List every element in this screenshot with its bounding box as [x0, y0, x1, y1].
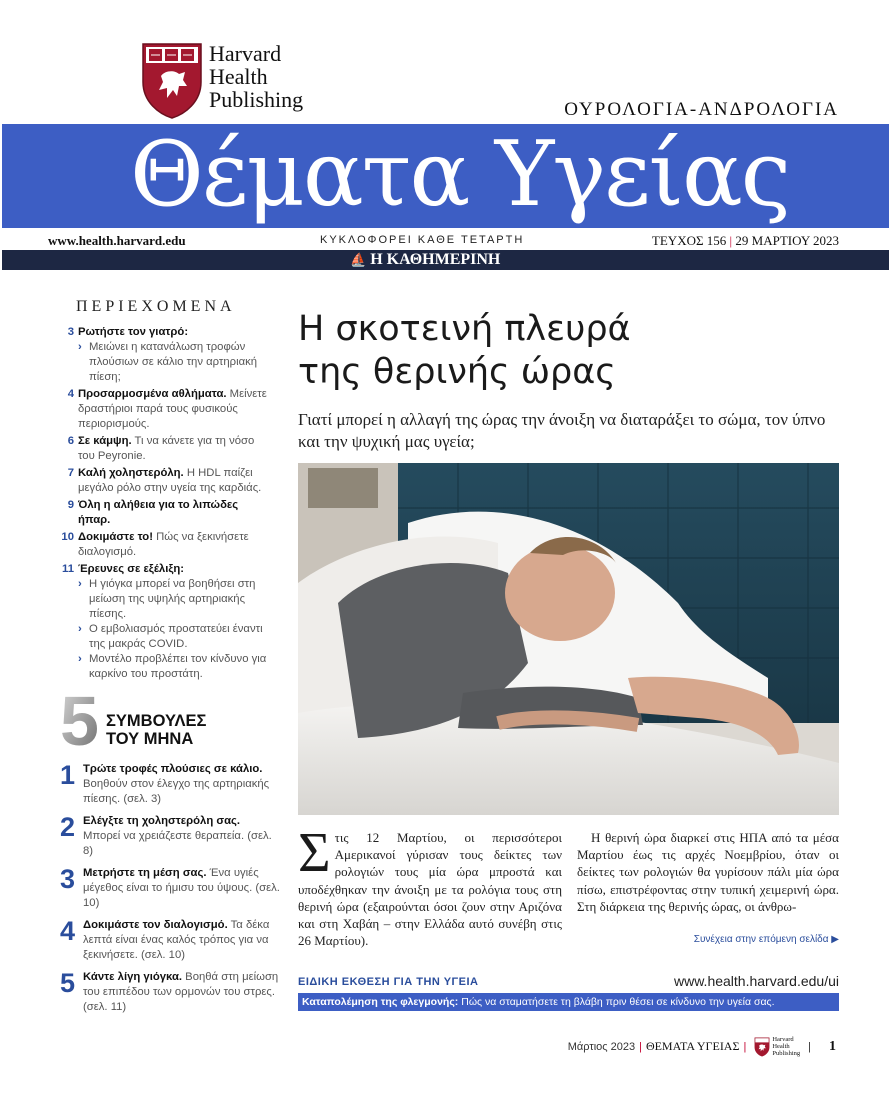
toc-title: ΠΕΡΙΕΧΟΜΕΝΑ [76, 298, 236, 315]
footer-logo: Harvard Health Publishing [754, 1036, 800, 1057]
toc-subitem: › Μειώνει η κατανάλωση τροφών πλούσιων σε κάλιο την αρτηριακή πίεση; [78, 341, 258, 383]
tip-heading: Τρώτε τροφές πλούσιες σε κάλιο. [83, 763, 263, 775]
toc-description: Μείνετε δραστήριοι παρά τους φυσικούς περιορισμούς. [78, 388, 267, 430]
toc-subitem: › Η γιόγκα μπορεί να βοηθήσει στη μείωση της υψηλής αρτηριακής πίεσης. [78, 578, 256, 620]
toc-heading: Προσαρμοσμένα αθλήματα. [78, 388, 227, 400]
toc-item[interactable] [60, 434, 270, 464]
special-report-url[interactable]: www.health.harvard.edu/ui [674, 973, 839, 989]
article-photo-man-sleeping [298, 463, 839, 815]
tip-description: Τα δέκα λεπτά είναι ένας καλός τρόπος για να ξεκινήσετε. (σελ. 10) [83, 919, 270, 961]
footer-magazine: ΘΕΜΑΤΑ ΥΓΕΙΑΣ [645, 1039, 740, 1053]
toc-item[interactable] [60, 530, 270, 560]
chevron-right-icon: › [78, 623, 82, 635]
divider: | [743, 1040, 747, 1053]
tips-list [60, 762, 280, 1022]
tip-description: Βοηθούν στον έλεγχο της αρτηριακής πίεσης. (σελ. 3) [83, 778, 270, 805]
tip-description: Μπορεί να χρειάζεστε θεραπεία. (σελ. 8) [83, 830, 272, 857]
chevron-right-icon: › [78, 653, 82, 665]
toc-subitem: › Μοντέλο προβλέπει τον κίνδυνο για καρκίνο του προστάτη. [78, 653, 267, 680]
ship-icon: ⛵ [350, 252, 367, 267]
divider: | [639, 1040, 642, 1053]
toc-item[interactable] [60, 387, 270, 432]
divider: | [808, 1040, 811, 1053]
harvard-shield-icon [754, 1037, 770, 1057]
toc-item[interactable] [60, 325, 270, 385]
toc-heading: Σε κάμψη. [78, 435, 132, 447]
tip-item [60, 814, 280, 859]
article-headline: Η σκοτεινή πλευρά της θερινής ώρας [298, 309, 631, 392]
drop-cap: Σ [298, 822, 331, 884]
article-column-2: Η θερινή ώρα διαρκεί στις ΗΠΑ από τα μέσα Μαρτίου έως τις αρχές Νοεμβρίου, όταν οι δείκτες των ρολογιών θα γυρίσουν πάλι μία ώρα πίσω, επιστρέφοντας στην τυπική χειμερινή ώρα. Στη διάρκεια της θερινής ώρας, οι άνθρω- [577, 830, 839, 914]
toc-page-number: 9 [67, 499, 74, 511]
toc-item[interactable] [60, 466, 270, 496]
tip-description: Ένα υγιές μέγεθος είναι το ήμισυ του ύψους. (σελ. 10) [83, 867, 280, 909]
svg-text:5: 5 [60, 690, 99, 748]
chevron-right-icon: › [78, 341, 82, 353]
tip-item [60, 866, 280, 911]
sleeping-man-illustration [298, 463, 839, 815]
logo-line: Publishing [209, 87, 304, 112]
big-number-five [60, 690, 112, 748]
toc-page-number: 11 [62, 563, 74, 575]
toc-item[interactable] [60, 498, 270, 528]
tips-title: ΣΥΜΒΟΥΛΕΣ ΤΟΥ ΜΗΝΑ [106, 712, 207, 748]
toc-page-number: 3 [67, 326, 74, 338]
footer-date: Μάρτιος 2023 [567, 1040, 636, 1053]
page-number: 1 [829, 1038, 836, 1054]
tip-number: 4 [60, 916, 76, 946]
toc-heading: Δοκιμάστε το! [78, 531, 153, 543]
toc-page-number: 10 [61, 531, 74, 543]
chevron-right-icon: › [78, 578, 82, 590]
masthead-subrow [2, 228, 889, 250]
special-report-label: ΕΙΔΙΚΗ ΕΚΘΕΣΗ ΓΙΑ ΤΗΝ ΥΓΕΙΑ [298, 976, 479, 988]
publisher-logo [141, 42, 303, 120]
issue-date: 29 ΜΑΡΤΙΟΥ 2023 [735, 233, 839, 248]
table-of-contents [60, 325, 270, 684]
issue-number: ΤΕΥΧΟΣ 156 [651, 233, 727, 248]
toc-page-number: 6 [67, 435, 74, 447]
tip-heading: Κάντε λίγη γιόγκα. [83, 971, 183, 983]
toc-heading: Όλη η αλήθεια για το λιπώδες ήπαρ. [78, 499, 239, 526]
toc-description: Τι να κάνετε για τη νόσο του Peyronie. [78, 435, 255, 462]
tip-item [60, 762, 280, 807]
section-category: ΟΥΡΟΛΟΓΙΑ-ΑΝΔΡΟΛΟΓΙΑ [564, 99, 839, 120]
toc-heading: Καλή χοληστερόλη. [78, 467, 184, 479]
tip-heading: Ελέγξτε τη χοληστερόλη σας. [83, 815, 241, 827]
tip-number: 5 [60, 968, 76, 998]
tip-item [60, 970, 280, 1015]
tip-number: 3 [60, 864, 76, 894]
publication-frequency: ΚΥΚΛΟΦΟΡΕΙ ΚΑΘΕ ΤΕΤΑΡΤΗ [320, 234, 525, 246]
website-url[interactable]: www.health.harvard.edu [48, 233, 186, 248]
harvard-shield-icon [141, 42, 203, 120]
tip-item [60, 918, 280, 963]
toc-item[interactable] [60, 562, 270, 682]
logo-line: Harvard [209, 41, 282, 66]
toc-heading: Ρωτήστε τον γιατρό: [78, 326, 189, 338]
toc-page-number: 7 [67, 467, 74, 479]
toc-heading: Έρευνες σε εξέλιξη: [78, 563, 185, 575]
tip-number: 1 [60, 760, 76, 790]
toc-description: Πώς να ξεκινήσετε διαλογισμό. [78, 531, 249, 558]
newspaper-name: ⛵ Η ΚΑΘΗΜΕΡΙΝΗ [350, 251, 501, 268]
continued-link[interactable]: Συνέχεια στην επόμενη σελίδα ▶ [693, 934, 839, 945]
special-report-promo[interactable]: Καταπολέμηση της φλεγμονής: Πώς να σταματήσετε τη βλάβη πριν θέσει σε κίνδυνο την υγεία σας. [298, 993, 839, 1011]
tip-number: 2 [60, 812, 76, 842]
tip-heading: Δοκιμάστε τον διαλογισμό. [83, 919, 228, 931]
toc-subitem: › Ο εμβολιασμός προστατεύει έναντι της μακράς COVID. [78, 623, 263, 650]
page-footer [568, 1036, 836, 1057]
masthead-title: Θέματα Υγείας [130, 122, 790, 227]
article-column-1: Σ τις 12 Μαρτίου, οι περισσότεροι Αμερικανοί γύρισαν τους δείκτες των ρολογιών τους μία ώρα μπροστά και υποδέχθηκαν την άνοιξη με τα ρολόγια τους στη θερινή ώρα (εξαιρούνται όσοι ζουν στην Αριζόνα και στη Χαβάη – στην Ελλάδα αυτό συνέβη στις 26 Μαρτίου). [298, 822, 562, 949]
toc-description: Η HDL παίζει μεγάλο ρόλο στην υγεία της καρδιάς. [78, 467, 262, 494]
tip-description: Βοηθά στη μείωση του επιπέδου των ορμονών του στρες. (σελ. 11) [83, 971, 279, 1013]
article-standfirst: Γιατί μπορεί η αλλαγή της ώρας την άνοιξη να διαταράξει το σώμα, τον ύπνο και την ψυχική μας υγεία; [298, 410, 826, 451]
issue-info: ΤΕΥΧΟΣ 156 | 29 ΜΑΡΤΙΟΥ 2023 [651, 233, 839, 248]
logo-line: Health [209, 64, 268, 89]
tip-heading: Μετρήστε τη μέση σας. [83, 867, 207, 879]
toc-page-number: 4 [67, 388, 74, 400]
